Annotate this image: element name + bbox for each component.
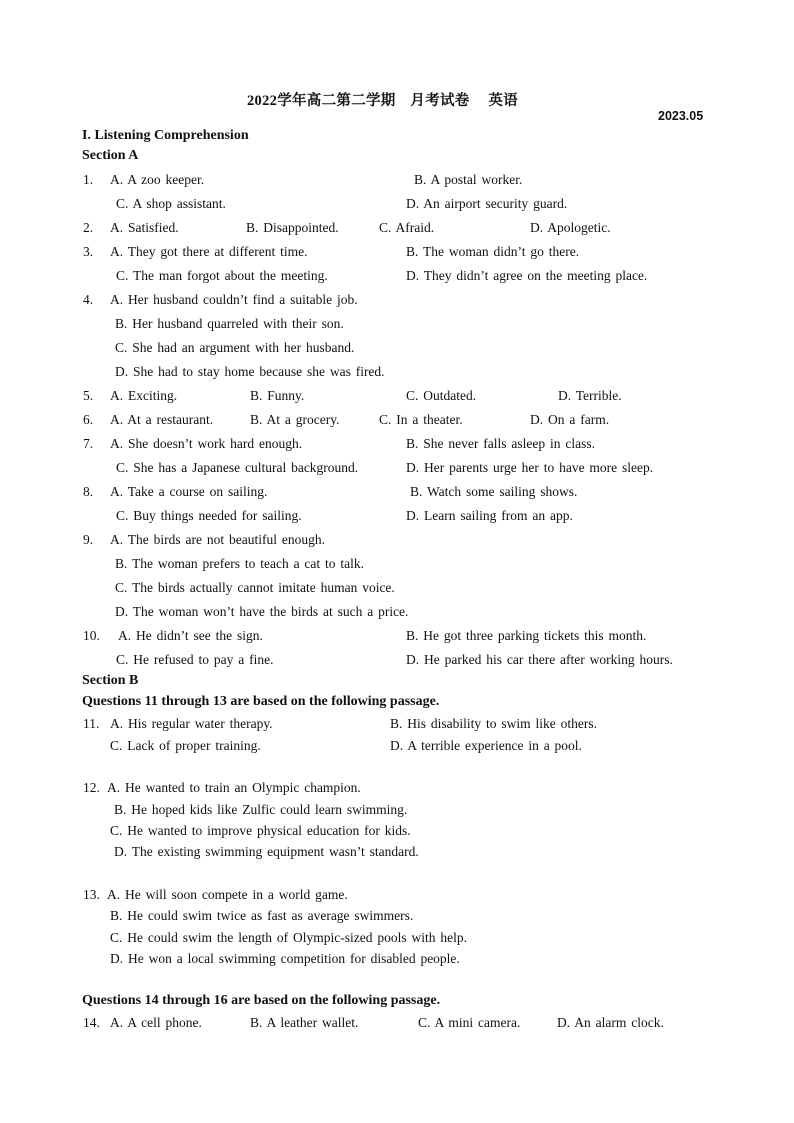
question-number: 13. (83, 887, 100, 902)
option-d: D. He parked his car there after working hours. (406, 652, 673, 667)
option-c: C. Afraid. (379, 220, 435, 235)
question-number: 6. (83, 412, 94, 427)
option-b: B. A postal worker. (414, 172, 523, 187)
option-c: C. Lack of proper training. (110, 738, 261, 753)
question-number: 7. (83, 436, 94, 451)
option-a: A. They got there at different time. (110, 244, 308, 259)
section-a-heading: Section A (82, 148, 139, 163)
option-c: C. She has a Japanese cultural background. (116, 460, 359, 475)
passage-heading-1: Questions 11 through 13 are based on the following passage. (82, 694, 440, 709)
option-b: B. He hoped kids like Zulfic could learn swimming. (114, 802, 408, 817)
option-c: C. She had an argument with her husband. (115, 340, 355, 355)
option-c: C. A mini camera. (418, 1015, 521, 1030)
option-c: C. He could swim the length of Olympic-sized pools with help. (110, 930, 467, 945)
option-a: A. He didn’t see the sign. (118, 628, 263, 643)
option-a: A. His regular water therapy. (110, 716, 273, 731)
option-c: C. A shop assistant. (116, 196, 226, 211)
question-number: 4. (83, 292, 94, 307)
question-number: 12. (83, 780, 100, 795)
question-number: 8. (83, 484, 94, 499)
question-number: 3. (83, 244, 94, 259)
option-d: D. Her parents urge her to have more sleep. (406, 460, 654, 475)
option-b: B. A leather wallet. (250, 1015, 359, 1030)
option-b: B. The woman prefers to teach a cat to talk. (115, 556, 365, 571)
question-number: 2. (83, 220, 94, 235)
option-a: A. A zoo keeper. (110, 172, 205, 187)
option-d: D. On a farm. (530, 412, 610, 427)
option-a: A. Satisfied. (110, 220, 179, 235)
option-a: A. At a restaurant. (110, 412, 214, 427)
option-a: A. The birds are not beautiful enough. (110, 532, 325, 547)
exam-title: 2022学年高二第二学期 月考试卷 英语 (247, 93, 518, 109)
option-d: D. An airport security guard. (406, 196, 568, 211)
option-d: D. A terrible experience in a pool. (390, 738, 582, 753)
question-number: 14. (83, 1015, 100, 1030)
option-b: B. He got three parking tickets this month. (406, 628, 647, 643)
section-b-heading: Section B (82, 673, 139, 688)
option-d: D. The woman won’t have the birds at such a price. (115, 604, 409, 619)
option-d: D. They didn’t agree on the meeting place. (406, 268, 648, 283)
exam-date: 2023.05 (658, 109, 704, 123)
option-d: D. He won a local swimming competition for disabled people. (110, 951, 460, 966)
option-a: A. He wanted to train an Olympic champion. (107, 780, 361, 795)
question-number: 10. (83, 628, 100, 643)
option-a: A. Her husband couldn’t find a suitable job. (110, 292, 358, 307)
question-number: 1. (83, 172, 94, 187)
option-c: C. In a theater. (379, 412, 463, 427)
option-b: B. His disability to swim like others. (390, 716, 597, 731)
option-b: B. She never falls asleep in class. (406, 436, 595, 451)
option-c: C. Outdated. (406, 388, 477, 403)
option-d: D. Learn sailing from an app. (406, 508, 573, 523)
option-b: B. Funny. (250, 388, 305, 403)
option-d: D. Apologetic. (530, 220, 611, 235)
passage-heading-2: Questions 14 through 16 are based on the following passage. (82, 993, 441, 1008)
option-c: C. The birds actually cannot imitate human voice. (115, 580, 395, 595)
option-d: D. An alarm clock. (557, 1015, 664, 1030)
option-d: D. She had to stay home because she was fired. (115, 364, 385, 379)
part-heading: I. Listening Comprehension (82, 128, 249, 143)
option-c: C. He refused to pay a fine. (116, 652, 274, 667)
option-b: B. The woman didn’t go there. (406, 244, 580, 259)
option-c: C. Buy things needed for sailing. (116, 508, 302, 523)
question-number: 5. (83, 388, 94, 403)
option-b: B. He could swim twice as fast as average swimmers. (110, 908, 414, 923)
question-number: 11. (83, 716, 100, 731)
option-d: D. Terrible. (558, 388, 622, 403)
option-a: A. A cell phone. (110, 1015, 202, 1030)
option-a: A. Take a course on sailing. (110, 484, 268, 499)
option-d: D. The existing swimming equipment wasn’t standard. (114, 844, 419, 859)
question-number: 9. (83, 532, 94, 547)
option-c: C. The man forgot about the meeting. (116, 268, 328, 283)
option-a: A. She doesn’t work hard enough. (110, 436, 303, 451)
option-a: A. He will soon compete in a world game. (107, 887, 348, 902)
option-c: C. He wanted to improve physical education for kids. (110, 823, 411, 838)
option-b: B. Her husband quarreled with their son. (115, 316, 344, 331)
option-b: B. Disappointed. (246, 220, 339, 235)
option-b: B. At a grocery. (250, 412, 340, 427)
option-b: B. Watch some sailing shows. (410, 484, 578, 499)
option-a: A. Exciting. (110, 388, 178, 403)
